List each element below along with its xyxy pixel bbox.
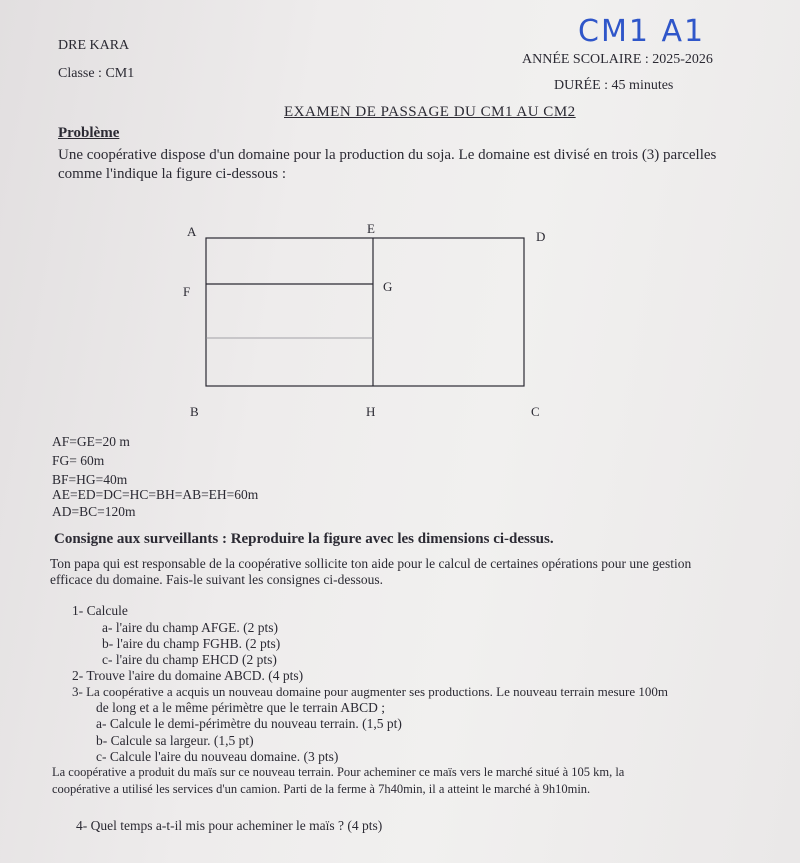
classe-label: Classe : CM1	[58, 66, 135, 81]
dre-label: DRE KARA	[58, 38, 130, 53]
dimension-line: AE=ED=DC=HC=BH=AB=EH=60m	[52, 487, 259, 502]
dimension-line: BF=HG=40m	[52, 472, 128, 487]
question-3a: a- Calcule le demi-périmètre du nouveau terrain. (1,5 pt)	[96, 716, 402, 731]
question-1: 1- Calcule	[72, 603, 128, 618]
point-f: F	[183, 284, 191, 299]
probleme-heading: Problème	[58, 125, 120, 141]
question-3b: b- Calcule sa largeur. (1,5 pt)	[96, 733, 254, 748]
point-a: A	[187, 224, 197, 239]
dimension-line: AD=BC=120m	[52, 504, 136, 519]
annee-scolaire: ANNÉE SCOLAIRE : 2025-2026	[522, 52, 713, 67]
probleme-line2: comme l'indique la figure ci-dessous :	[58, 166, 287, 182]
point-d: D	[536, 229, 546, 244]
probleme-line1: Une coopérative dispose d'un domaine pour la production du soja. Le domaine est divisé en trois (3) parcelles	[58, 147, 717, 163]
question-2: 2- Trouve l'aire du domaine ABCD. (4 pts)	[72, 668, 304, 683]
question-1c: c- l'aire du champ EHCD (2 pts)	[102, 652, 277, 667]
question-1b: b- l'aire du champ FGHB. (2 pts)	[102, 636, 281, 651]
exam-title: EXAMEN DE PASSAGE DU CM1 AU CM2	[284, 104, 576, 120]
handwritten-note: CM1 A1	[578, 14, 706, 49]
consigne-surveillants: Consigne aux surveillants : Reproduire la figure avec les dimensions ci-dessus.	[54, 531, 554, 547]
question-3-line2: de long et a le même périmètre que le terrain ABCD ;	[96, 700, 386, 715]
domain-figure	[200, 234, 530, 390]
closing-line1: La coopérative a produit du maïs sur ce nouveau terrain. Pour acheminer ce maïs vers le marché situé à 105 km, la	[52, 765, 625, 779]
closing-line2: coopérative a utilisé les services d'un camion. Parti de la ferme à 7h40min, il a atteint le marché à 9h10min.	[52, 782, 591, 796]
point-e: E	[367, 221, 375, 236]
point-h: H	[366, 404, 376, 419]
intro-line1: Ton papa qui est responsable de la coopérative sollicite ton aide pour le calcul de certaines opérations pour une gestion	[50, 556, 692, 571]
question-3-line1: 3- La coopérative a acquis un nouveau domaine pour augmenter ses productions. Le nouveau terrain mesure 100m	[72, 684, 668, 699]
rectangle-abcd	[206, 238, 524, 386]
dimension-line: FG= 60m	[52, 453, 105, 468]
point-g: G	[383, 279, 393, 294]
question-1a: a- l'aire du champ AFGE. (2 pts)	[102, 620, 279, 635]
question-3c: c- Calcule l'aire du nouveau domaine. (3 pts)	[96, 749, 339, 764]
point-c: C	[531, 404, 540, 419]
dimension-line: AF=GE=20 m	[52, 434, 130, 449]
intro-line2: efficace du domaine. Fais-le suivant les consignes ci-dessous.	[50, 572, 384, 587]
question-4: 4- Quel temps a-t-il mis pour acheminer le maïs ? (4 pts)	[76, 818, 383, 833]
point-b: B	[190, 404, 199, 419]
duree: DURÉE : 45 minutes	[554, 78, 674, 93]
